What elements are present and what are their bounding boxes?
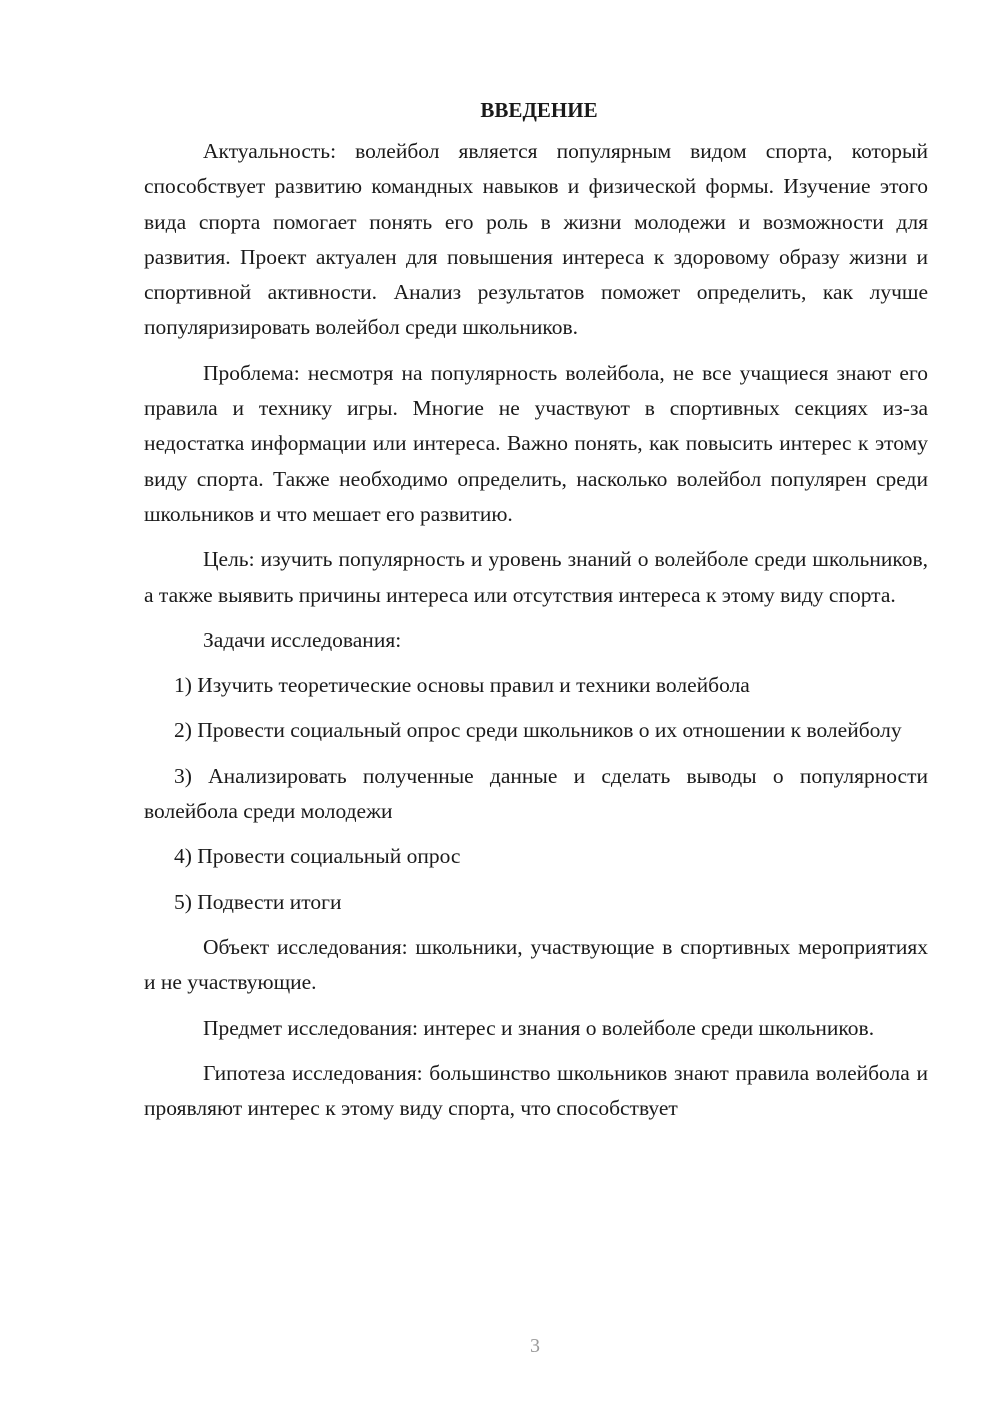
task-item-5: 5) Подвести итоги — [174, 889, 342, 914]
object-paragraph: Объект исследования: школьники, участвующие в спортивных мероприятиях и не участвующие. — [144, 934, 928, 995]
task-item-3: 3) Анализировать полученные данные и сделать выводы о популярности волейбола среди молодежи — [144, 763, 928, 824]
hypothesis-paragraph: Гипотеза исследования: большинство школьников знают правила волейбола и проявляют интерес к этому виду спорта, что способствует — [144, 1060, 928, 1121]
goal-paragraph: Цель: изучить популярность и уровень знаний о волейболе среди школьников, а также выявить причины интереса или отсутствия интереса к этому виду спорта. — [144, 547, 928, 607]
task-item-1: 1) Изучить теоретические основы правил и техники волейбола — [174, 673, 750, 698]
section-heading: ВВЕДЕНИЕ — [480, 98, 598, 122]
task-item-2: 2) Провести социальный опрос среди школьников о их отношении к волейболу — [174, 718, 902, 743]
task-item-4: 4) Провести социальный опрос — [174, 844, 461, 869]
tasks-title: Задачи исследования: — [203, 627, 402, 652]
subject-paragraph: Предмет исследования: интерес и знания о волейболе среди школьников. — [203, 1015, 875, 1040]
page-number: 3 — [530, 1335, 540, 1357]
document-page — [144, 94, 928, 1126]
relevance-paragraph: Актуальность: волейбол является популярным видом спорта, который способствует развитию командных навыков и физической формы. Изучение этого вида спорта помогает понять его роль в жизни молодежи и возможности для развития. Проект актуален для повышения интереса к здоровому образу жизни и спортивной активности. Анализ результатов поможет определить, как лучше популяризировать волейбол среди школьников. — [144, 139, 928, 340]
problem-paragraph: Проблема: несмотря на популярность волейбола, не все учащиеся знают его правила и технику игры. Многие не участвуют в спортивных секциях из-за недостатка информации или интереса. Важно понять, как повысить интерес к этому виду спорта. Также необходимо определить, насколько волейбол популярен среди школьников и что мешает его развитию. — [144, 360, 928, 526]
